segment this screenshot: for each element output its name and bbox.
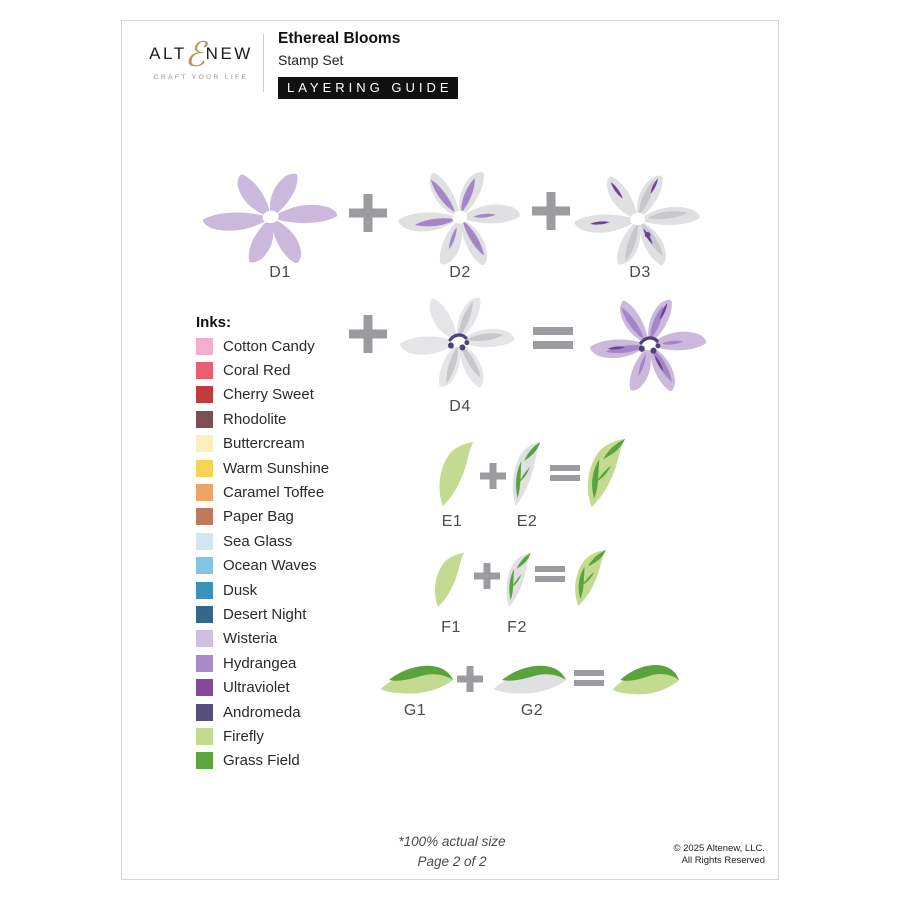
ink-name: Wisteria	[223, 630, 278, 648]
ink-list-item	[196, 480, 329, 504]
altenew-logo	[140, 37, 262, 81]
ink-swatch	[196, 752, 213, 769]
ink-swatch	[196, 533, 213, 550]
stamp-label-e1: E1	[441, 513, 463, 530]
ink-name: Coral Red	[223, 362, 291, 380]
page-subtitle: Stamp Set	[278, 52, 344, 68]
stamp-label-g2: G2	[520, 702, 544, 719]
ink-swatch	[196, 606, 213, 623]
ink-list-item	[196, 578, 329, 602]
ink-swatch	[196, 704, 213, 721]
ink-swatch	[196, 728, 213, 745]
flower-d2-illustration	[394, 163, 526, 265]
ink-list-item	[196, 407, 329, 431]
ink-list-item	[196, 700, 329, 724]
ink-list-item	[196, 675, 329, 699]
stamp-label-f2: F2	[507, 619, 527, 636]
plus-operator	[474, 563, 500, 589]
ink-name: Desert Night	[223, 605, 307, 623]
ink-name: Andromeda	[223, 703, 301, 721]
plus-operator	[480, 463, 506, 489]
leaf-f1-illustration	[432, 553, 468, 607]
ink-list-item	[196, 627, 329, 651]
actual-size-note: *100% actual size	[398, 834, 506, 849]
ink-swatch	[196, 582, 213, 599]
ink-list-item	[196, 505, 329, 529]
ink-swatch	[196, 630, 213, 647]
brand-ampersand-glyph: ℰ	[184, 35, 208, 75]
ink-swatch	[196, 386, 213, 403]
ink-name: Grass Field	[223, 752, 300, 770]
ink-name: Cotton Candy	[223, 337, 315, 355]
ink-name: Sea Glass	[223, 532, 293, 550]
flower-d4-illustration	[396, 289, 520, 387]
ink-name: Firefly	[223, 727, 264, 745]
flower-d1-illustration	[198, 165, 344, 263]
equals-operator	[535, 564, 565, 584]
ink-name: Paper Bag	[223, 508, 294, 526]
stamp-label-f1: F1	[441, 619, 461, 636]
ink-list-item	[196, 602, 329, 626]
stamp-label-d4: D4	[449, 398, 471, 415]
stamp-label-d2: D2	[449, 264, 471, 281]
leaf-g-result-illustration	[611, 661, 681, 699]
stamp-label-e2: E2	[516, 513, 538, 530]
plus-operator	[349, 315, 387, 353]
stamp-label-d1: D1	[269, 264, 291, 281]
ink-swatch	[196, 655, 213, 672]
document-frame	[121, 20, 779, 880]
plus-operator	[532, 192, 570, 230]
leaf-e2-illustration	[510, 442, 544, 506]
flower-final-result-illustration	[586, 291, 712, 391]
ink-swatch	[196, 679, 213, 696]
plus-operator	[457, 666, 483, 692]
ink-list-item	[196, 529, 329, 553]
ink-name: Dusk	[223, 581, 258, 599]
ink-list-item	[196, 554, 329, 578]
ink-list-item	[196, 358, 329, 382]
leaf-f-result-illustration	[572, 550, 610, 606]
ink-list-item	[196, 724, 329, 748]
ink-swatch	[196, 435, 213, 452]
ink-list-item	[196, 383, 329, 407]
ink-list-item	[196, 432, 329, 456]
plus-operator	[349, 194, 387, 232]
layering-guide-badge: LAYERING GUIDE	[278, 77, 458, 99]
ink-name: Ocean Waves	[223, 557, 317, 575]
equals-operator	[574, 668, 604, 688]
stamp-label-d3: D3	[629, 264, 651, 281]
header-title-block	[278, 30, 458, 99]
ink-list	[196, 334, 329, 773]
ink-name: Cherry Sweet	[223, 386, 314, 404]
leaf-g2-illustration	[492, 662, 568, 698]
ink-swatch	[196, 411, 213, 428]
inks-heading: Inks:	[196, 314, 232, 331]
stamp-label-g1: G1	[403, 702, 427, 719]
ink-name: Buttercream	[223, 435, 305, 453]
ink-swatch	[196, 484, 213, 501]
ink-swatch	[196, 460, 213, 477]
ink-swatch	[196, 557, 213, 574]
ink-list-item	[196, 456, 329, 480]
leaf-e1-illustration	[436, 442, 478, 506]
header-divider	[263, 34, 264, 92]
copyright-notice: © 2025 Altenew, LLC. All Rights Reserved	[673, 843, 765, 866]
flower-d3-illustration	[570, 167, 706, 265]
page-number: Page 2 of 2	[417, 854, 487, 869]
leaf-g1-illustration	[379, 662, 455, 698]
page-title: Ethereal Blooms	[278, 30, 401, 47]
equals-operator	[550, 463, 580, 483]
brand-wordmark: ALTℰNEW	[149, 35, 253, 75]
ink-name: Rhodolite	[223, 410, 287, 428]
ink-swatch	[196, 508, 213, 525]
equals-operator	[533, 325, 573, 351]
ink-swatch	[196, 338, 213, 355]
ink-list-item	[196, 749, 329, 773]
leaf-f2-illustration	[504, 553, 534, 607]
footer-note	[352, 832, 552, 872]
ink-list-item	[196, 334, 329, 358]
ink-name: Hydrangea	[223, 654, 297, 672]
ink-swatch	[196, 362, 213, 379]
brand-tagline: CRAFT YOUR LIFE	[153, 74, 249, 81]
ink-list-item	[196, 651, 329, 675]
ink-name: Ultraviolet	[223, 679, 290, 697]
ink-name: Caramel Toffee	[223, 484, 325, 502]
ink-name: Warm Sunshine	[223, 459, 330, 477]
leaf-e-result-illustration	[584, 439, 630, 507]
